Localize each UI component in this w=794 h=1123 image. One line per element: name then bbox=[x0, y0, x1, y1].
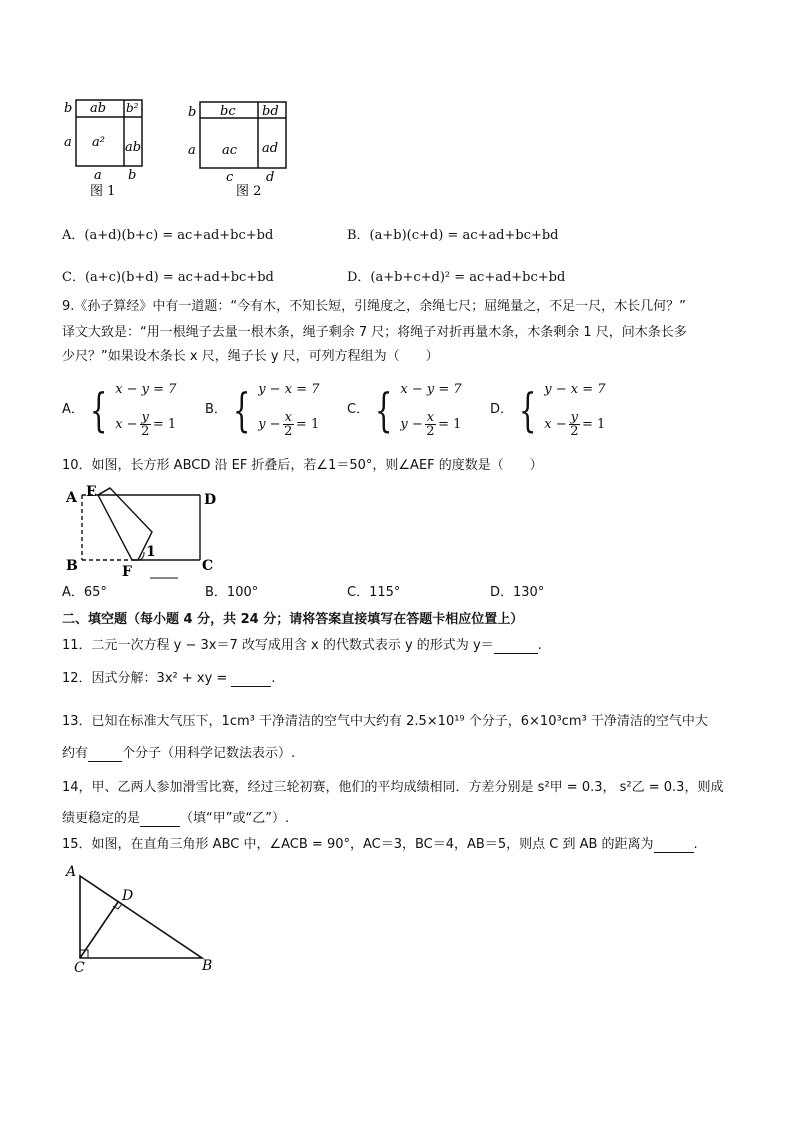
q9-option-a-den: 2 bbox=[141, 424, 150, 439]
q15-label-b: B bbox=[202, 958, 213, 974]
q9-option-a-eq2-left: x − bbox=[115, 417, 138, 432]
q15-label-d: D bbox=[122, 888, 134, 904]
fig2-label-ad: ad bbox=[262, 141, 279, 156]
q9-option-b-eq2-right: = 1 bbox=[295, 417, 320, 432]
q9-option-d-den: 2 bbox=[570, 424, 579, 439]
q15-label-a: A bbox=[66, 864, 77, 880]
q9-option-a bbox=[62, 382, 176, 438]
q9-option-b-den: 2 bbox=[284, 424, 293, 439]
q9-option-d-eq1: y − x = 7 bbox=[544, 382, 606, 397]
brace-icon: { bbox=[232, 383, 251, 437]
q10-label-f: F bbox=[122, 564, 132, 580]
q10-label-e: E bbox=[86, 484, 97, 500]
q9-option-a-letter: A． bbox=[62, 402, 84, 417]
q15 bbox=[62, 837, 698, 853]
q9-option-b bbox=[205, 382, 319, 438]
q10-figure bbox=[60, 480, 230, 582]
fig2-label-d-bottom: d bbox=[266, 170, 275, 185]
q9-option-b-letter: B． bbox=[205, 402, 227, 417]
figure-2 bbox=[182, 96, 292, 200]
q12-end: . bbox=[271, 671, 276, 686]
q9-line-2: 译文大致是：“用一根绳子去量一根木条，绳子剩余 7 尺；将绳子对折再量木条，木条剩余 1 尺，问木条长多 bbox=[62, 325, 687, 340]
q10-option-b: B．100° bbox=[205, 585, 259, 600]
brace-icon: { bbox=[374, 383, 393, 437]
q12-text: 12．因式分解：3x² + xy = bbox=[62, 671, 228, 686]
q15-figure bbox=[62, 858, 222, 978]
q9-option-d bbox=[490, 382, 606, 438]
fig2-label-c-bottom: c bbox=[226, 170, 234, 185]
fig1-label-b-left: b bbox=[64, 101, 73, 116]
q10-option-c: C．115° bbox=[347, 585, 401, 600]
fig2-label-b-left: b bbox=[188, 105, 197, 120]
q9-option-b-num: x bbox=[284, 410, 292, 425]
q11-text: 11．二元一次方程 y − 3x＝7 改写成用含 x 的代数式表示 y 的形式为 y＝ bbox=[62, 638, 494, 653]
q13-answer-blank bbox=[88, 761, 122, 762]
section-2-heading: 二、填空题（每小题 4 分，共 24 分；请将答案直接填写在答题卡相应位置上） bbox=[62, 612, 524, 627]
q14-line-2-b: （填“甲”或“乙”）. bbox=[180, 811, 290, 826]
fig2-label-a-left: a bbox=[188, 143, 196, 158]
q14-line-1: 14，甲、乙两人参加滑雪比赛，经过三轮初赛，他们的平均成绩相同．方差分别是 s²甲 = 0.3， s²乙 = 0.3，则成 bbox=[62, 780, 724, 795]
q14-line-2 bbox=[62, 811, 289, 827]
q9-option-c-num: x bbox=[426, 410, 435, 425]
brace-icon: { bbox=[518, 383, 537, 437]
q9-option-b-eq1: y − x = 7 bbox=[258, 382, 320, 397]
q15-answer-blank bbox=[654, 852, 694, 853]
q15-text: 15．如图，在直角三角形 ABC 中，∠ACB = 90°，AC＝3，BC＝4，AB＝5，则点 C 到 AB 的距离为 bbox=[62, 837, 654, 852]
fig1-label-a-left: a bbox=[64, 135, 72, 150]
q9-option-c-eq1: x − y = 7 bbox=[400, 382, 462, 397]
q14-answer-blank bbox=[140, 826, 180, 827]
q8-option-d: D．(a+b+c+d)² = ac+ad+bc+bd bbox=[347, 270, 566, 285]
fig2-label-bd: bd bbox=[262, 104, 279, 119]
fig2-label-ac: ac bbox=[222, 143, 238, 158]
q9-option-d-eq2-left: x − bbox=[544, 417, 567, 432]
q12-answer-blank bbox=[231, 686, 271, 687]
fig2-caption: 图 2 bbox=[236, 184, 262, 199]
q10-label-d: D bbox=[204, 492, 217, 508]
q12 bbox=[62, 671, 275, 687]
q9-option-a-eq2-right: = 1 bbox=[152, 417, 177, 432]
q11-end: . bbox=[537, 638, 542, 653]
brace-icon: { bbox=[89, 383, 108, 437]
fig1-label-ab-top: ab bbox=[90, 101, 107, 116]
q9-option-b-eq2-left: y − bbox=[258, 417, 281, 432]
q10-label-c: C bbox=[202, 558, 214, 574]
q10-label-angle-1: 1 bbox=[146, 544, 156, 560]
q9-option-c-den: 2 bbox=[426, 424, 435, 439]
fig1-caption: 图 1 bbox=[90, 184, 116, 199]
q9-option-c bbox=[347, 382, 462, 438]
fig2-label-bc: bc bbox=[220, 104, 236, 119]
q9-option-d-letter: D． bbox=[490, 402, 514, 417]
q10-option-d: D．130° bbox=[490, 585, 545, 600]
q9-option-c-letter: C． bbox=[347, 402, 370, 417]
fig1-label-b2: b² bbox=[126, 101, 139, 115]
q15-label-c: C bbox=[74, 960, 85, 976]
q9-option-c-eq2-left: y − bbox=[400, 417, 423, 432]
q10-stem: 10．如图，长方形 ABCD 沿 EF 折叠后，若∠1＝50°，则∠AEF 的度数是（ ） bbox=[62, 458, 543, 473]
q15-end: . bbox=[693, 837, 698, 852]
q11-answer-blank bbox=[494, 653, 538, 654]
q9-option-d-num: y bbox=[570, 410, 579, 425]
q9-line-3: 少尺？”如果设木条长 x 尺，绳子长 y 尺，可列方程组为（ ） bbox=[62, 349, 439, 364]
q8-option-a: A．(a+d)(b+c) = ac+ad+bc+bd bbox=[62, 228, 274, 243]
q11 bbox=[62, 638, 542, 654]
fig1-label-b-bottom: b bbox=[128, 168, 137, 183]
figure-1 bbox=[60, 96, 150, 200]
q13-line-2-b: 个分子（用科学记数法表示）. bbox=[122, 746, 296, 761]
q13-line-2-a: 约有 bbox=[62, 746, 89, 761]
fig1-label-a-bottom: a bbox=[94, 168, 102, 183]
q10-option-a: A．65° bbox=[62, 585, 107, 600]
q9-option-a-eq1: x − y = 7 bbox=[115, 382, 177, 397]
q9-option-a-num: y bbox=[141, 410, 149, 425]
q9-line-1: 9.《孙子算经》中有一道题：“今有木，不知长短，引绳度之，余绳七尺；屈绳量之，不足一尺，木长几何？” bbox=[62, 299, 686, 314]
q9-option-d-eq2-right: = 1 bbox=[582, 417, 606, 432]
q8-option-b: B．(a+b)(c+d) = ac+ad+bc+bd bbox=[347, 228, 559, 243]
q13-line-1: 13．已知在标准大气压下，1cm³ 干净清洁的空气中大约有 2.5×10¹⁹ 个分子，6×10³cm³ 干净清洁的空气中大 bbox=[62, 714, 708, 729]
fig1-label-ab-right: ab bbox=[125, 140, 142, 155]
q13-line-2 bbox=[62, 746, 295, 762]
q8-option-c: C．(a+c)(b+d) = ac+ad+bc+bd bbox=[62, 270, 274, 285]
q10-label-a: A bbox=[66, 490, 77, 506]
q9-option-c-eq2-right: = 1 bbox=[438, 417, 462, 432]
q10-label-b: B bbox=[66, 558, 78, 574]
q14-line-2-a: 绩更稳定的是 bbox=[62, 811, 141, 826]
fig1-label-a2: a² bbox=[92, 135, 105, 150]
